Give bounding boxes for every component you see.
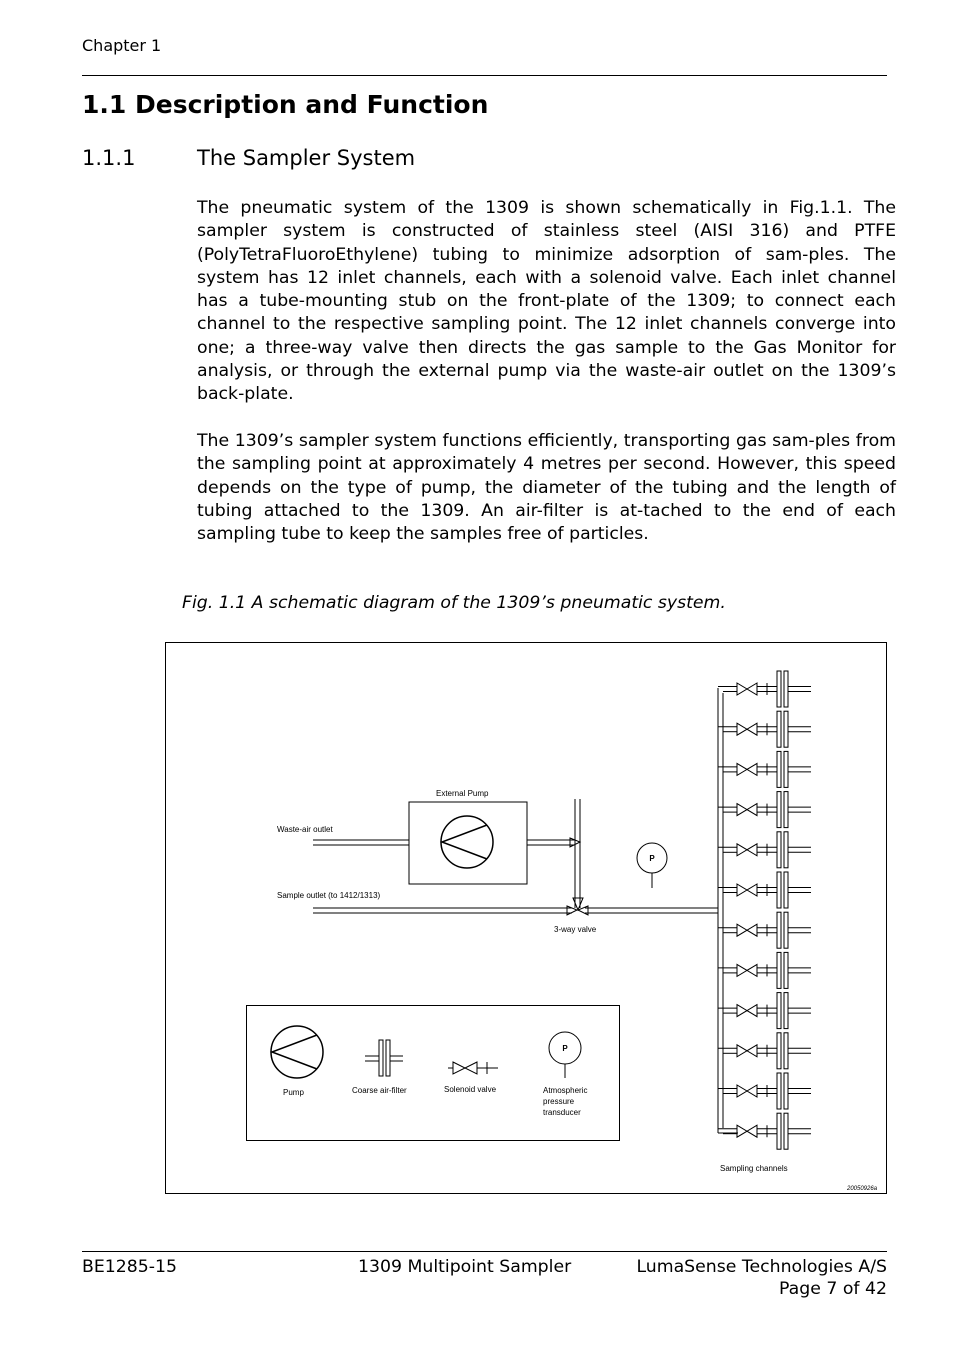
section-title: 1.1 Description and Function — [82, 90, 489, 119]
pneumatic-schematic-figure — [165, 642, 887, 1194]
paragraph-1: The pneumatic system of the 1309 is shown schematically in Fig.1.1. The sampler system is constructed of stainless steel (AISI 316) and PTFE (PolyTetraFluoroEthylene) tubing to minimize adsorption of sam-ples. The system has 12 inlet channels, each with a solenoid valve. Each inlet channel has a tube-mounting stub on the front-plate of the 1309; to connect each channel to the respective sampling point. The 12 inlet channels converge into one; a three-way valve then directs the gas sample to the Gas Monitor for analysis, or through the external pump via the waste-air outlet on the 1309’s back-plate. — [197, 198, 896, 405]
legend-pressure-symbol: P — [562, 1044, 568, 1053]
footer-rule — [82, 1251, 887, 1252]
paragraph-2: The 1309’s sampler system functions efficiently, transporting gas sam-ples from the sampling point at approximately 4 metres per second. However, this speed depends on the type of pump, the diameter of the tubing and the length of tubing attached to the 1309. An air-filter is at-tached to the end of each sampling tube to keep the samples free of particles. — [197, 431, 896, 545]
subsection-number: 1.1.1 — [82, 146, 136, 170]
footer-product: 1309 Multipoint Sampler — [358, 1257, 572, 1277]
footer-company-page — [636, 1256, 887, 1300]
footer-page-number: Page 7 of 42 — [779, 1279, 887, 1299]
three-way-valve-label: 3-way valve — [554, 925, 597, 934]
legend-pressure-label-3: transducer — [543, 1108, 581, 1117]
header-rule — [82, 75, 887, 76]
chapter-header: Chapter 1 — [82, 36, 162, 55]
subsection-title: The Sampler System — [197, 146, 416, 170]
footer-company: LumaSense Technologies A/S — [636, 1257, 887, 1277]
legend-pressure-label-2: pressure — [543, 1097, 575, 1106]
legend-pump-label: Pump — [283, 1088, 304, 1097]
legend-air-filter-label: Coarse air-filter — [352, 1086, 407, 1095]
waste-air-outlet-label: Waste-air outlet — [277, 825, 333, 834]
pressure-symbol: P — [649, 854, 655, 863]
sample-outlet-label: Sample outlet (to 1412/1313) — [277, 891, 381, 900]
footer-doc-id: BE1285-15 — [82, 1257, 177, 1277]
legend-pressure-label-1: Atmospheric — [543, 1086, 588, 1095]
figure-caption: Fig. 1.1 A schematic diagram of the 1309’s pneumatic system. — [182, 593, 726, 613]
external-pump-label: External Pump — [436, 789, 489, 798]
sampling-channels-label: Sampling channels — [720, 1164, 788, 1173]
drawing-id: 20050926a — [847, 1186, 878, 1192]
subsection-heading — [82, 146, 415, 170]
legend-solenoid-valve-label: Solenoid valve — [444, 1085, 497, 1094]
